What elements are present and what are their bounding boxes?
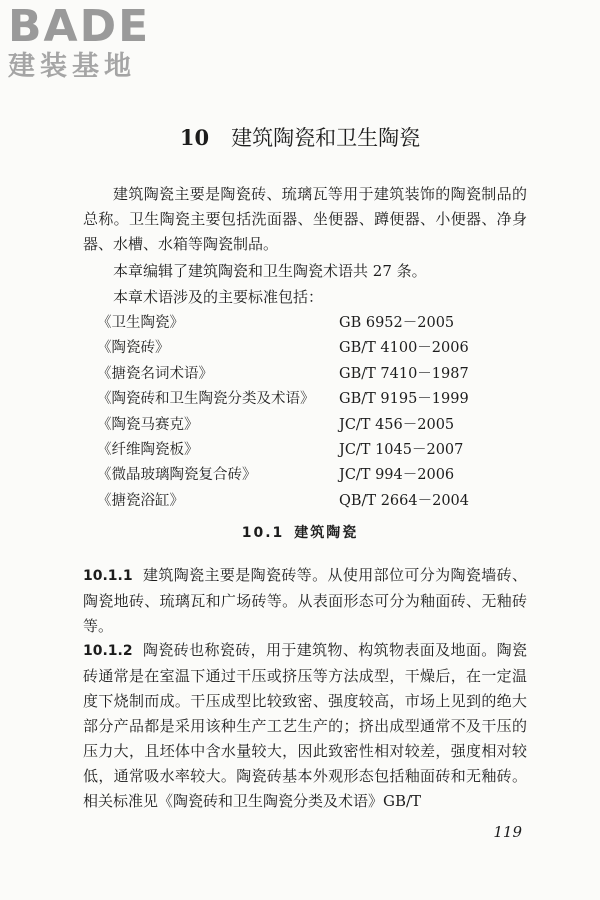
standard-name: 《纤维陶瓷板》: [97, 441, 199, 458]
standard-code: GB 6952－2005: [339, 315, 455, 331]
standard-code: GB/T 9195－1999: [339, 391, 469, 408]
section-number: 10.1: [241, 525, 285, 541]
chapter-title-text: 建筑陶瓷和卫生陶瓷: [231, 126, 421, 150]
standard-row: [97, 362, 469, 387]
standard-row: [97, 463, 469, 488]
publisher-logo: [8, 1, 151, 84]
standard-code: JC/T 456－2005: [339, 416, 455, 433]
intro-paragraph-1: 建筑陶瓷主要是陶瓷砖、琉璃瓦等用于建筑装饰的陶瓷制品的总称。卫生陶瓷主要包括洗面器、坐便器、蹲便器、小便器、净身器、水槽、水箱等陶瓷制品。: [83, 185, 527, 253]
standard-row: [97, 438, 469, 463]
standard-code: QB/T 2664－2004: [339, 492, 470, 509]
standard-name: 《搪瓷浴缸》: [97, 492, 184, 509]
standard-row: [97, 489, 469, 514]
standard-code: JC/T 1045－2007: [339, 441, 464, 458]
term-number: 10.1.1: [83, 568, 133, 584]
standard-name: 《陶瓷马赛克》: [97, 416, 199, 433]
term-text: 陶瓷砖也称瓷砖，用于建筑物、构筑物表面及地面。陶瓷砖通常是在室温下通过干压或挤压等方法成型，干燥后，在一定温度下烧制而成。干压成型比较致密、强度较高，市场上见到的绝大部分产品都是采用该种生产工艺生产的；挤出成型通常不及干压的压力大，且坯体中含水量较大，因此致密性相对较差，强度相对较低，通常吸水率较大。陶瓷砖基本外观形态包括釉面砖和无釉砖。相关标准见《陶瓷砖和卫生陶瓷分类及术语》GB/T: [83, 641, 527, 810]
chapter-title: [0, 124, 600, 152]
standard-name: 《陶瓷砖》: [97, 340, 170, 357]
section-title: [0, 522, 600, 542]
chapter-number: 10: [179, 125, 210, 150]
page-number: 119: [493, 823, 522, 841]
standard-row: [97, 387, 469, 412]
standard-name: 《搪瓷名词术语》: [97, 365, 213, 382]
intro-paragraph-2: 本章编辑了建筑陶瓷和卫生陶瓷术语共 27 条。: [113, 262, 427, 280]
term-number: 10.1.2: [83, 643, 133, 659]
standard-name: 《微晶玻璃陶瓷复合砖》: [97, 467, 257, 484]
term-10-1-1: [83, 563, 527, 639]
standard-name: 《陶瓷砖和卫生陶瓷分类及术语》: [97, 391, 315, 408]
standard-code: GB/T 4100－2006: [339, 340, 469, 357]
standard-code: GB/T 7410－1987: [339, 365, 469, 382]
standard-row: [97, 311, 469, 336]
standards-list: [97, 311, 469, 514]
term-text: 建筑陶瓷主要是陶瓷砖等。从使用部位可分为陶瓷墙砖、陶瓷地砖、琉璃瓦和广场砖等。从表面形态可分为釉面砖、无釉砖等。: [83, 566, 527, 635]
standard-name: 《卫生陶瓷》: [97, 315, 184, 331]
section-title-text: 建筑陶瓷: [294, 525, 359, 541]
logo-text-cn: 建装基地: [8, 51, 136, 82]
logo-text-en: BADE: [8, 1, 151, 52]
intro-paragraph-3: 本章术语涉及的主要标准包括：: [113, 288, 324, 306]
term-10-1-2: [83, 638, 527, 814]
standard-code: JC/T 994－2006: [339, 467, 455, 484]
standard-row: [97, 413, 469, 438]
standard-row: [97, 336, 469, 361]
